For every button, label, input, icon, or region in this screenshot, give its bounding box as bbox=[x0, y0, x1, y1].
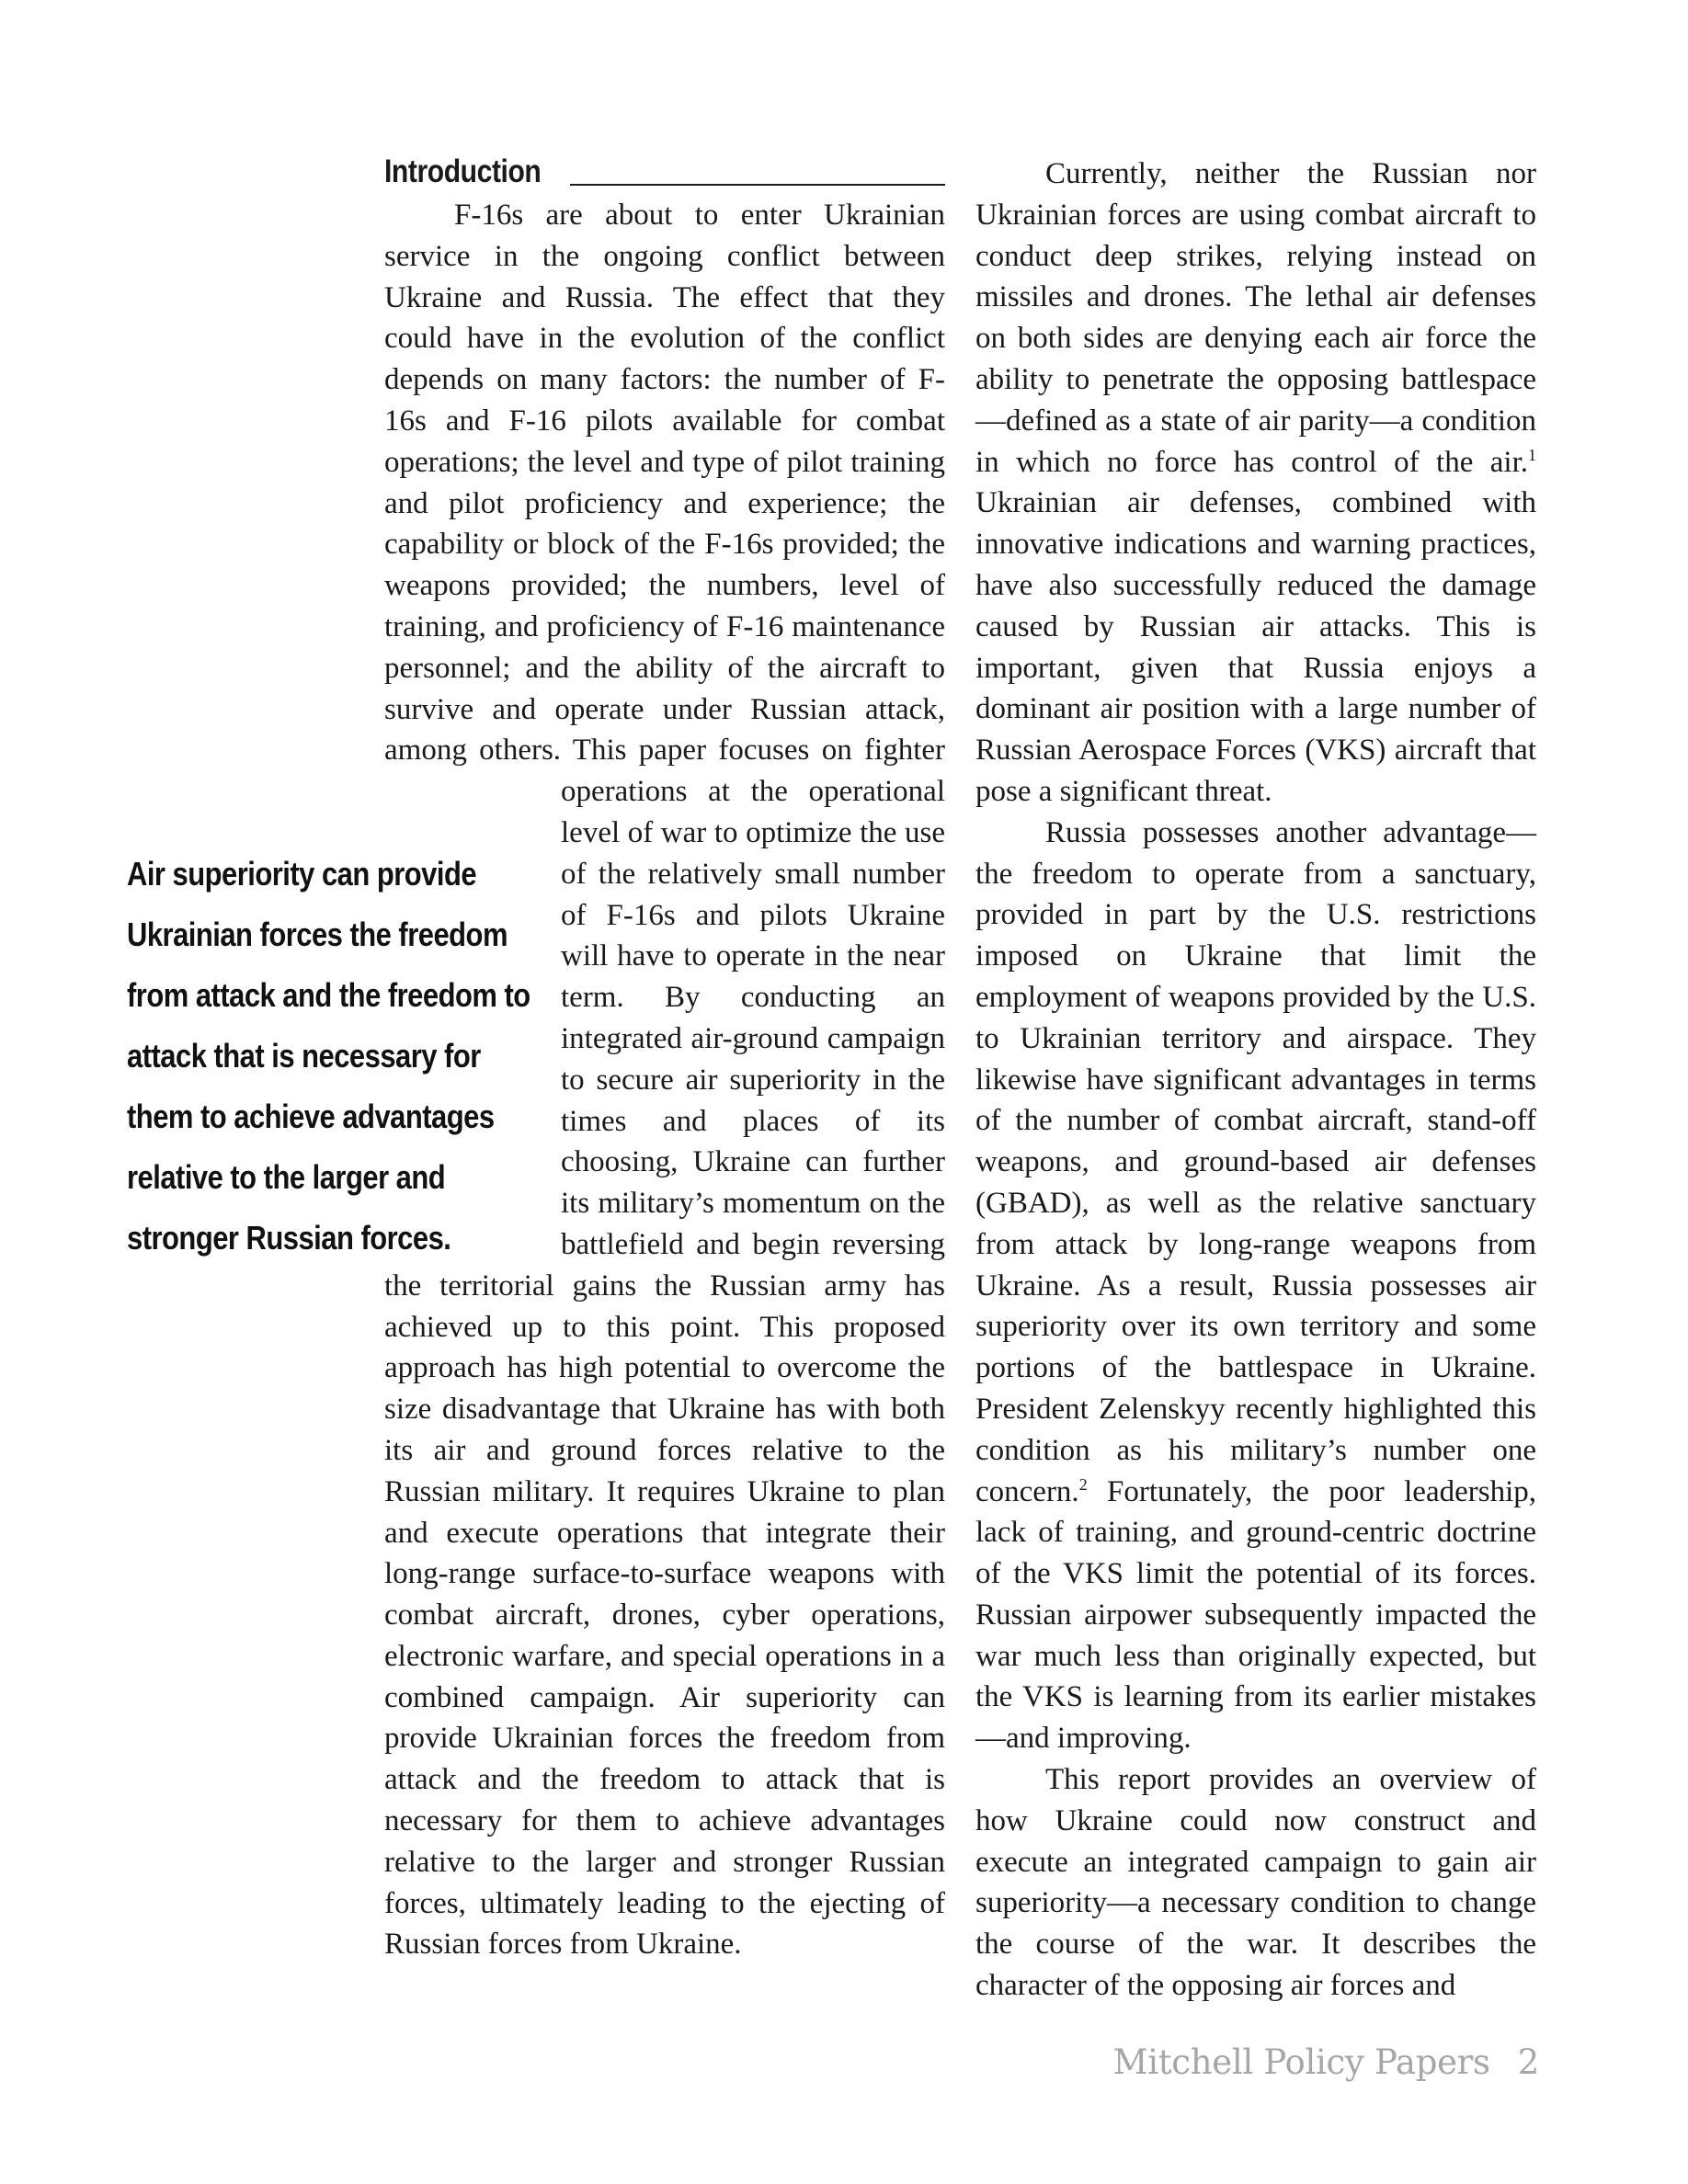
footer-page-number: 2 bbox=[1517, 2042, 1539, 2082]
intro-paragraph: F-16s are about to enter Ukrainian service in the ongoing conflict between Ukraine and Russia. The effect that they could have in the evolution of the conflict depends on many factors: the number of F-16s and F-16 pilots available for combat operations; the level and type of pilot training and pilot proficiency and experience; the capability or block of the F-16s provided; the weapons provided; the numbers, level of training, and proficiency of F-16 maintenance personnel; and the ability of the aircraft to survive and operate under Russian attack, among others. This paper focuses on fighter operations at the operational level of war to optimize the use of the relatively small number of F-16s and pilots Ukraine will have to operate in the near term. By conducting an integrated air-ground campaign to secure air superiority in the times and places of its choosing, Ukraine can further its military’s momentum on the battlefield and begin reversing the territorial gains the Russian army has achieved up to this point. This proposed approach has high potential to overcome the size disadvantage that Ukraine has with both its air and ground forces relative to the Russian military. It requires Ukraine to plan and execute operations that integrate their long-range surface-to-surface weapons with combat aircraft, drones, cyber operations, electronic warfare, and special operations in a combined campaign. Air superiority can provide Ukrainian forces the freedom from attack and the freedom to attack that is necessary for them to achieve advantages relative to the larger and stronger Russian forces, ultimately leading to the ejecting of Russian forces from Ukraine. bbox=[384, 199, 945, 1962]
page-footer bbox=[1011, 2042, 1539, 2082]
right-paragraph-2 bbox=[975, 813, 1536, 1759]
footnote-ref-2: 2 bbox=[1078, 1474, 1088, 1494]
pull-quote: Air superiority can provide Ukrainian forces the freedom from attack and the freedom to attack that is necessary for them to achieve advantages relative to the larger and stronger Russian forces. bbox=[127, 855, 530, 1257]
right-paragraph-1 bbox=[975, 154, 1536, 813]
section-heading: Introduction bbox=[384, 154, 542, 189]
footnote-ref-1: 1 bbox=[1528, 445, 1536, 464]
right-paragraph-3: This report provides an overview of how Ukraine could now construct and execute an integrated campaign to gain air superiority—a necessary condition to change the course of the war. It describes the character of the opposing air forces and bbox=[975, 1763, 1536, 2003]
section-heading-row bbox=[384, 151, 945, 193]
right-paragraph-2-text-b: Fortunately, the poor leadership, lack of training, and ground-centric doctrine of the VKS limit the potential of its forces. Russian airpower subsequently impacted the war much less than originally expected, but the VKS is learning from its earlier mistakes—and improving. bbox=[975, 1474, 1536, 1756]
right-column bbox=[975, 154, 1536, 2024]
right-paragraph-1-text-a: Currently, neither the Russian nor Ukrainian forces are using combat aircraft to conduct deep strikes, relying instead on missiles and drones. The lethal air defenses on both sides are denying each air force the ability to penetrate the opposing battlespace—defined as a state of air parity—a condition in which no force has control of the air. bbox=[975, 157, 1536, 479]
footer-publication: Mitchell Policy Papers bbox=[1112, 2042, 1490, 2082]
right-paragraph-2-text-a: Russia possesses another advantage—the freedom to operate from a sanctuary, provided in part by the U.S. restrictions imposed on Ukraine that limit the employment of weapons provided by the U.S. to Ukrainian territory and airspace. They likewise have significant advantages in terms of the number of combat aircraft, stand-off weapons, and ground-based air defenses (GBAD), as well as the relative sanctuary from attack by long-range weapons from Ukraine. As a result, Russia possesses air superiority over its own territory and some portions of the battlespace in Ukraine. President Zelenskyy recently highlighted this condition as his military’s number one concern. bbox=[975, 815, 1536, 1508]
heading-rule bbox=[570, 184, 945, 186]
right-paragraph-1-text-b: Ukrainian air defenses, combined with innovative indications and warning practices, have also successfully reduced the damage caused by Russian air attacks. This is important, given that Russia enjoys a dominant air position with a large number of Russian Aerospace Forces (VKS) aircraft that pose a significant threat. bbox=[975, 486, 1536, 808]
